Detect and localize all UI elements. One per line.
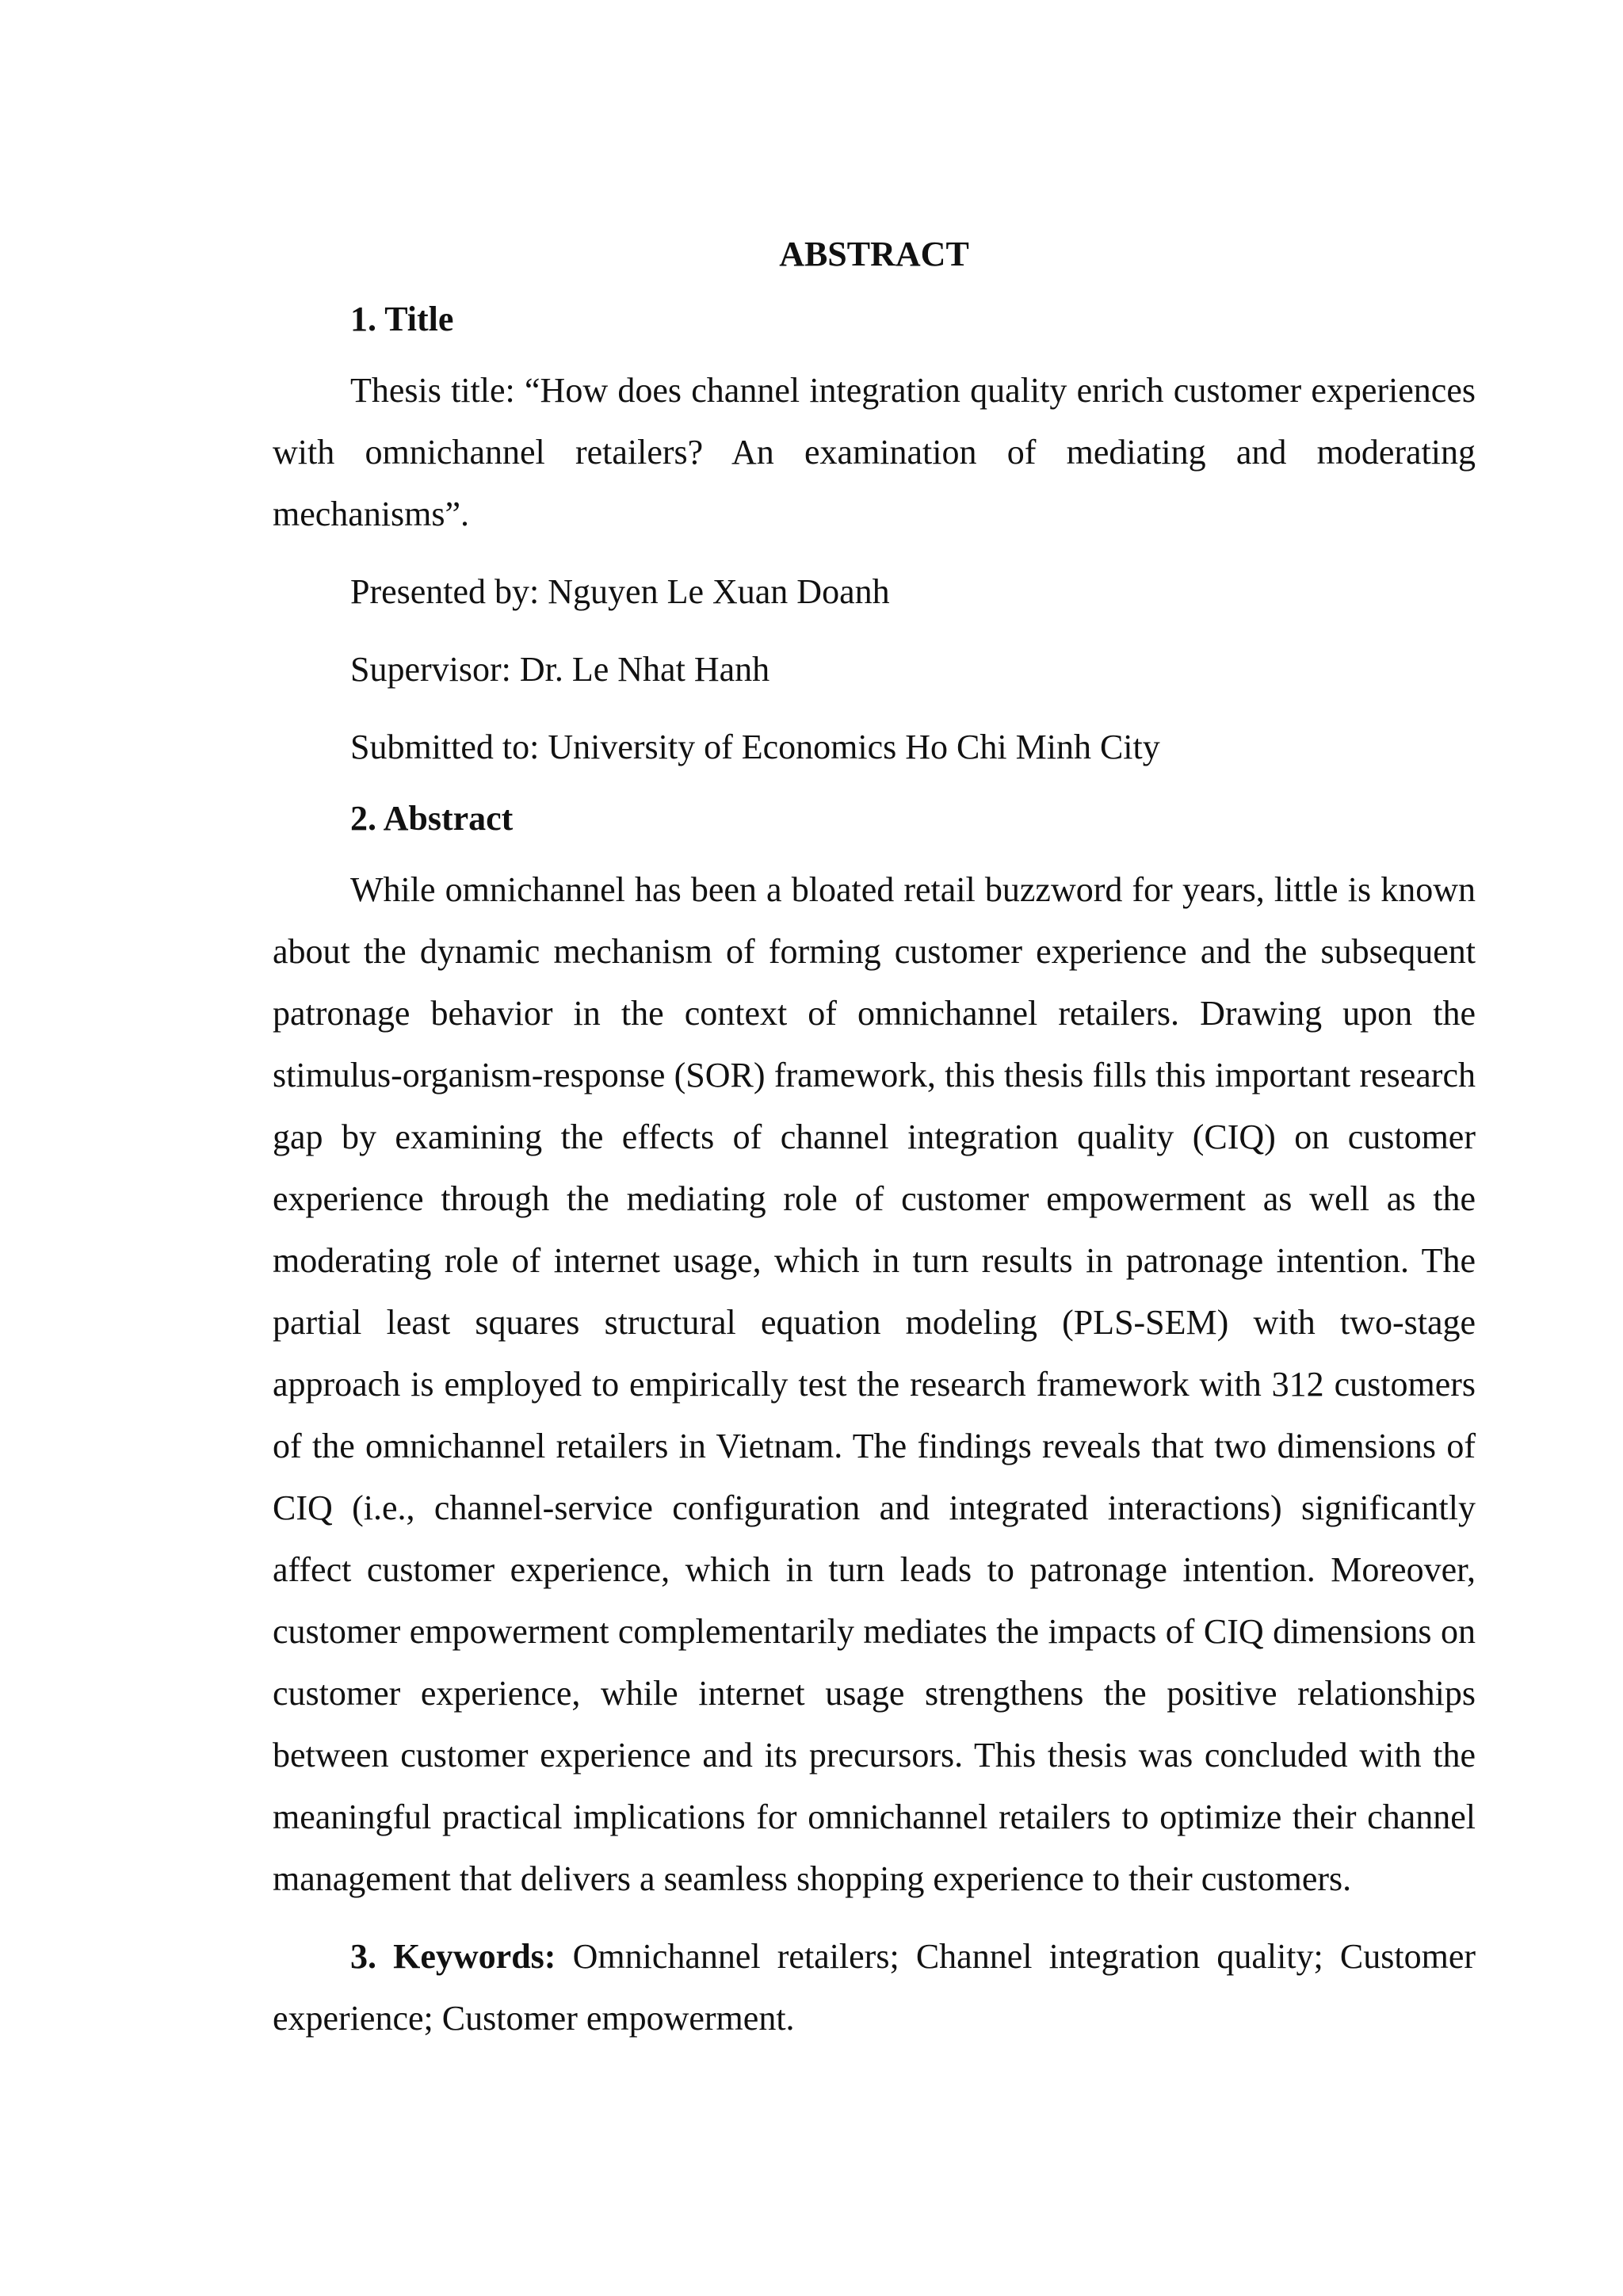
submitted-to-line: Submitted to: University of Economics Ho Chi Minh City [350,728,1160,766]
document-page [273,230,1476,2065]
page-title: ABSTRACT [779,235,969,273]
keywords-label: 3. Keywords: [350,1937,556,1976]
section-heading-title: 1. Title [350,300,454,338]
abstract-body-paragraph: While omnichannel has been a bloated retail buzzword for years, little is known about the dynamic mechanism of forming customer experience and the subsequent patronage behavior in the context of omnichannel retailers. Drawing upon the stimulus-organism-response (SOR) framework, this thesis fills this important research gap by examining the effects of channel integration quality (CIQ) on customer experience through the mediating role of customer empowerment as well as the moderating role of internet usage, which in turn results in patronage intention. The partial least squares structural equation modeling (PLS-SEM) with two-stage approach is employed to empirically test the research framework with 312 customers of the omnichannel retailers in Vietnam. The findings reveals that two dimensions of CIQ (i.e., channel-service configuration and integrated interactions) significantly affect customer experience, which in turn leads to patronage intention. Moreover, customer empowerment complementarily mediates the impacts of CIQ dimensions on customer experience, while internet usage strengthens the positive relationships between customer experience and its precursors. This thesis was concluded with the meaningful practical implications for omnichannel retailers to optimize their channel management that delivers a seamless shopping experience to their customers. [273,870,1476,1898]
supervisor-line: Supervisor: Dr. Le Nhat Hanh [350,650,770,689]
keywords-list: Omnichannel retailers; Channel integration quality; Customer experience; Customer empowerment. [273,1937,1476,2038]
section-heading-abstract: 2. Abstract [350,799,514,838]
presented-by-line: Presented by: Nguyen Le Xuan Doanh [350,572,890,611]
keywords-paragraph [273,1926,1476,2050]
thesis-title-paragraph: Thesis title: “How does channel integration quality enrich customer experiences with omnichannel retailers? An examination of mediating and moderating mechanisms”. [273,371,1476,533]
